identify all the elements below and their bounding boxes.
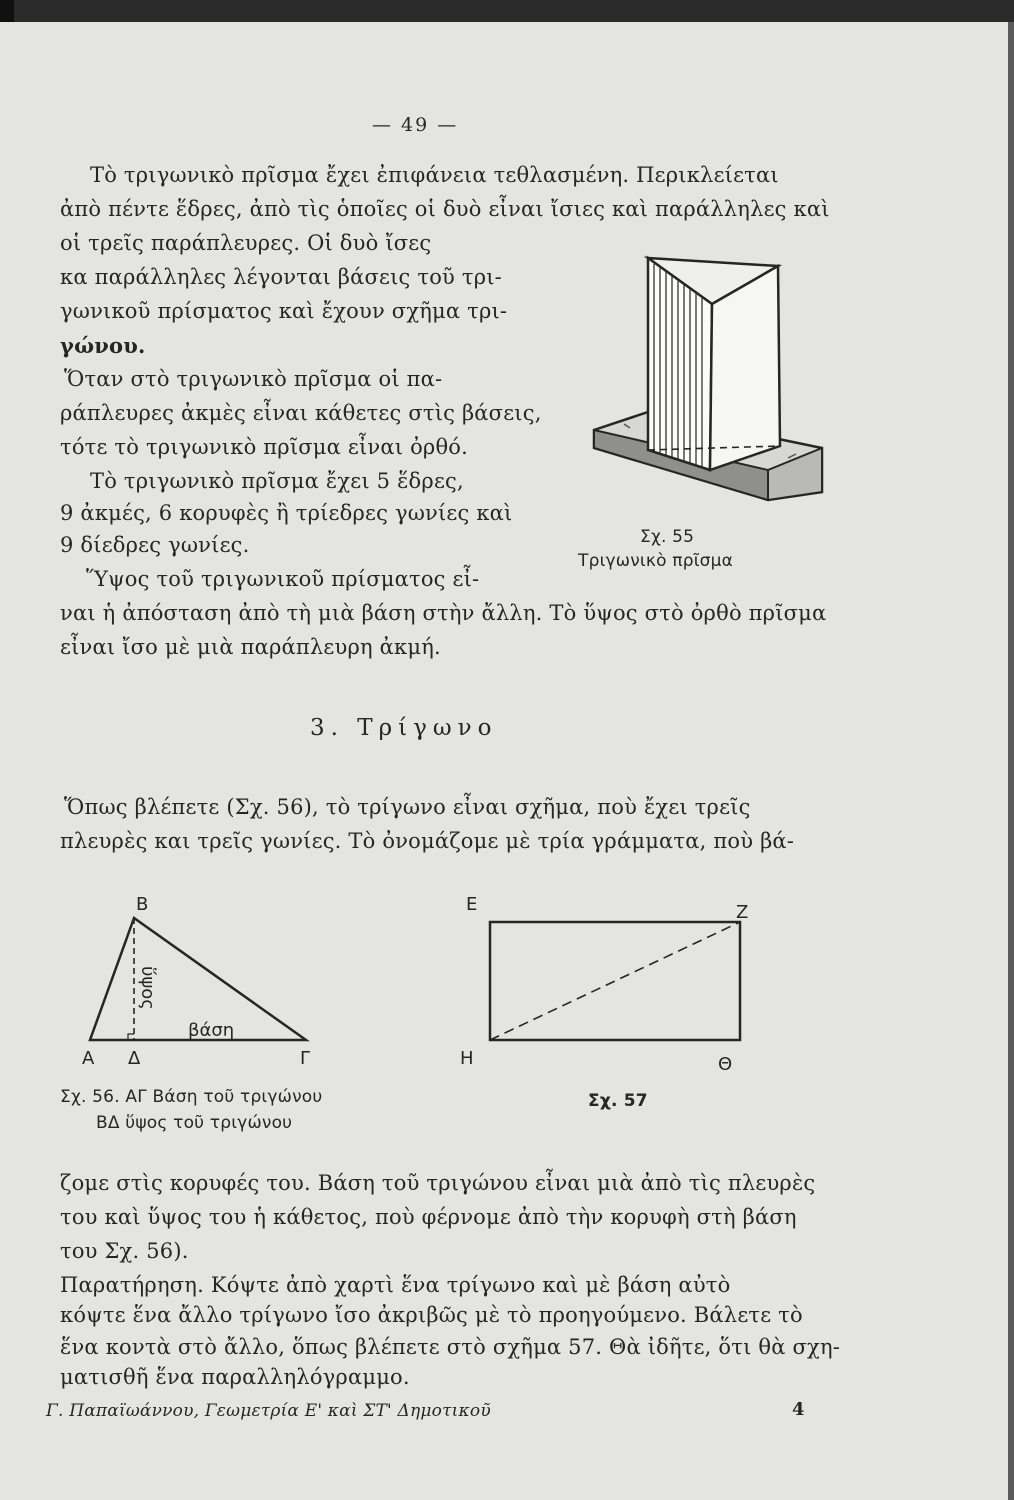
figure56-caption-line1: Σχ. 56. ΑΓ Βάση τοῦ τριγώνου	[60, 1087, 323, 1107]
vertex-a-label: Α	[82, 1048, 95, 1069]
text-line: ζομε στὶς κορυφές του. Βάση τοῦ τριγώνου εἶναι μιὰ ἀπὸ τὶς πλευρὲς	[60, 1171, 816, 1195]
prism-figure	[590, 256, 830, 502]
vertex-z-label: Ζ	[736, 902, 749, 923]
page-edge	[1008, 22, 1014, 1500]
text-line: τότε τὸ τριγωνικὸ πρῖσμα εἶναι ὀρθό.	[60, 435, 469, 459]
text-line: ματισθῆ ἕνα παραλληλόγραμμο.	[60, 1365, 410, 1389]
text-line: Τὸ τριγωνικὸ πρῖσμα ἔχει 5 ἕδρες,	[90, 469, 464, 493]
height-label: ὕψος	[137, 966, 158, 1010]
text-line: 9 δίεδρες γωνίες.	[60, 533, 250, 557]
text-line: Ὕψος τοῦ τριγωνικοῦ πρίσματος εἶ-	[86, 567, 480, 591]
text-line: ἀπὸ πέντε ἕδρες, ἀπὸ τὶς ὁποῖες οἱ δυὸ εἶναι ἴσιες καὶ παράλληλες καὶ	[60, 197, 830, 221]
sheet-mark: 4	[792, 1399, 805, 1420]
text-line: ἕνα κοντὰ στὸ ἄλλο, ὅπως βλέπετε στὸ σχῆμα 57. Θὰ ἰδῆτε, ὅτι θὰ σχη-	[60, 1335, 841, 1359]
page-number: — 49 —	[372, 114, 459, 136]
text-line: Ὅταν στὸ τριγωνικὸ πρῖσμα οἱ πα-	[64, 367, 443, 391]
base-label: βάση	[188, 1020, 235, 1041]
triangle-figure	[70, 888, 350, 1068]
text-line: του Σχ. 56).	[60, 1239, 189, 1263]
text-line: γώνου.	[60, 333, 146, 358]
text-line: κα παράλληλες λέγονται βάσεις τοῦ τρι-	[60, 265, 502, 289]
text-line: γωνικοῦ πρίσματος καὶ ἔχουν σχῆμα τρι-	[60, 299, 508, 323]
vertex-b-label: Β	[136, 894, 149, 915]
figure57-caption: Σχ. 57	[588, 1091, 648, 1111]
text-line: Ὅπως βλέπετε (Σχ. 56), τὸ τρίγωνο εἶναι σχῆμα, ποὺ ἔχει τρεῖς	[64, 795, 751, 819]
vertex-th-label: Θ	[718, 1054, 733, 1075]
text-line: 9 ἀκμές, 6 κορυφὲς ἢ τρίεδρες γωνίες καὶ	[60, 501, 513, 525]
text-line: οἱ τρεῖς παράπλευρες. Οἱ δυὸ ἴσες	[60, 231, 432, 255]
text-line: κόψτε ἕνα ἄλλο τρίγωνο ἴσο ἀκριβῶς μὲ τὸ προηγούμενο. Βάλετε τὸ	[60, 1303, 803, 1327]
book-footer: Γ. Παπαϊωάννου, Γεωμετρία Ε' καὶ ΣΤ' Δημοτικοῦ	[46, 1401, 491, 1421]
section-title: 3. Τρίγωνο	[310, 715, 498, 741]
vertex-h-label: Η	[460, 1048, 474, 1069]
figure55-caption: Τριγωνικὸ πρῖσμα	[578, 551, 734, 571]
text-line: πλευρὲς και τρεῖς γωνίες. Τὸ ὀνομάζομε μὲ τρία γράμματα, ποὺ βά-	[60, 829, 795, 853]
vertex-d-label: Δ	[128, 1048, 141, 1069]
vertex-e-label: Ε	[466, 894, 478, 915]
figure55-number: Σχ. 55	[640, 527, 695, 547]
text-line: του καὶ ὕψος του ἡ κάθετος, ποὺ φέρνομε ἀπὸ τὴν κορυφὴ στὴ βάση	[60, 1205, 797, 1229]
text-line: Παρατήρηση. Κόψτε ἀπὸ χαρτὶ ἕνα τρίγωνο καὶ μὲ βάση αὐτὸ	[60, 1273, 731, 1297]
figure56-caption-line2: ΒΔ ὕψος τοῦ τριγώνου	[96, 1113, 293, 1133]
rectangle-figure	[458, 888, 778, 1078]
text-line: ναι ἡ ἀπόσταση ἀπὸ τὴ μιὰ βάση στὴν ἄλλη. Τὸ ὕψος στὸ ὀρθὸ πρῖσμα	[60, 601, 827, 625]
vertex-g-label: Γ	[300, 1048, 311, 1069]
text-line: Τὸ τριγωνικὸ πρῖσμα ἔχει ἐπιφάνεια τεθλασμένη. Περικλείεται	[90, 163, 779, 187]
text-line: εἶναι ἴσο μὲ μιὰ παράπλευρη ἀκμή.	[60, 635, 441, 659]
text-line: ράπλευρες ἀκμὲς εἶναι κάθετες στὶς βάσεις,	[60, 401, 542, 425]
